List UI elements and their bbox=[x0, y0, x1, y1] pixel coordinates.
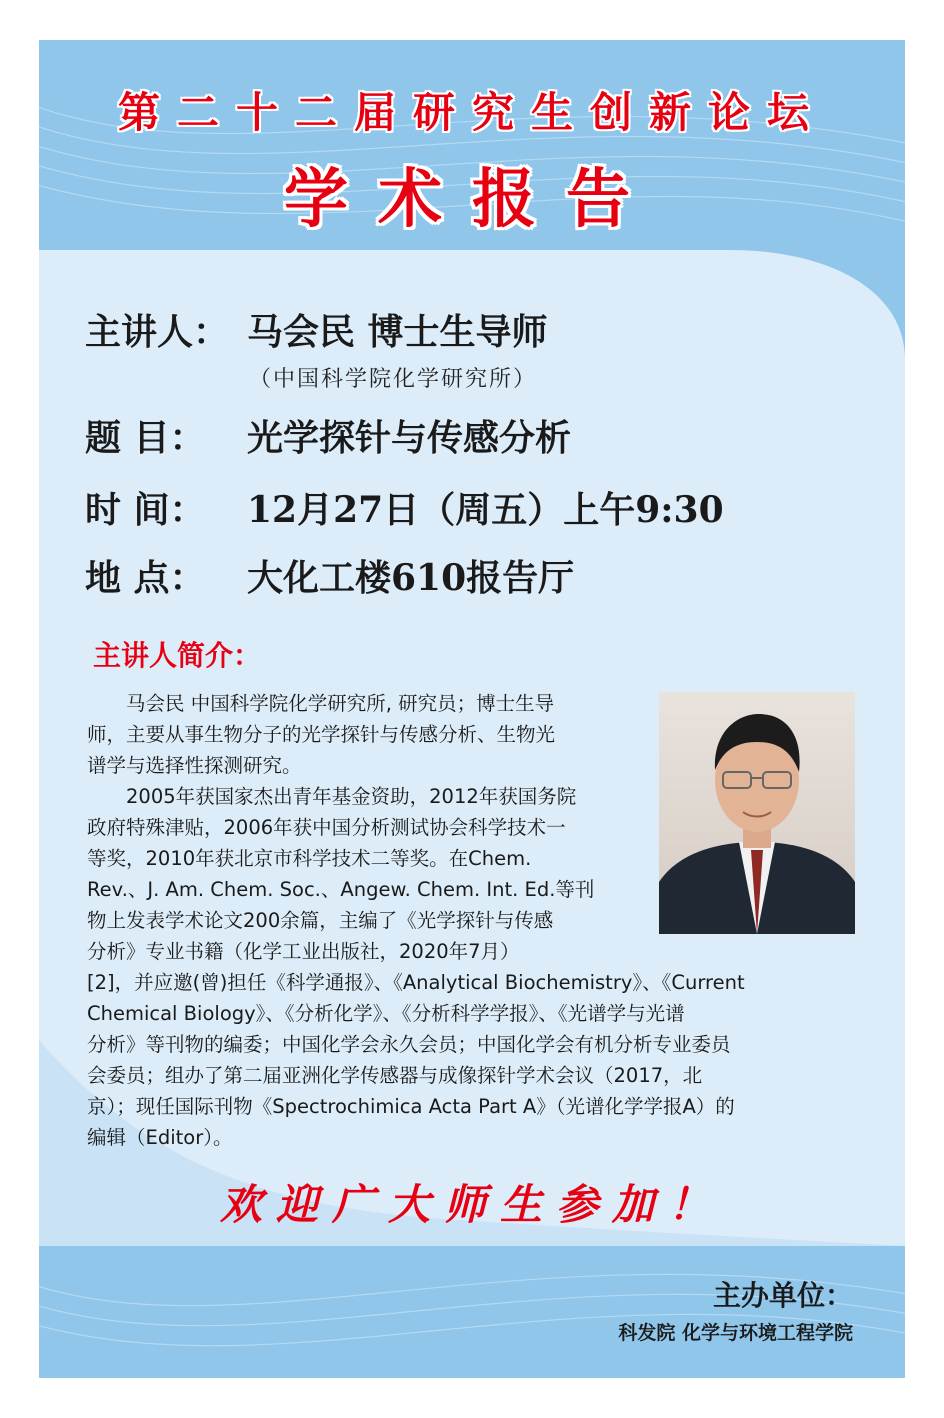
host-label: 主办单位： bbox=[712, 1279, 853, 1312]
bio-line: 物上发表学术论文200余篇，主编了《光学探针与传感 bbox=[87, 909, 554, 932]
speaker-label: 主讲人： bbox=[85, 311, 230, 353]
speaker-bio bbox=[87, 688, 857, 1153]
intro-heading: 主讲人简介： bbox=[93, 639, 262, 672]
speaker-value: 马会民 博士生导师 bbox=[247, 311, 548, 353]
bio-line: 2005年获国家杰出青年基金资助，2012年获国务院 bbox=[87, 785, 577, 808]
topic-label: 题 目： bbox=[85, 417, 206, 459]
bio-line: 等奖，2010年获北京市科学技术二等奖。在Chem. bbox=[87, 847, 532, 870]
bio-line: Chemical Biology》、《分析化学》、《分析科学学报》、《光谱学与光谱 bbox=[87, 1002, 685, 1025]
time-value: 12月27日（周五）上午9:30 bbox=[247, 489, 724, 531]
location-value: 大化工楼610报告厅 bbox=[247, 557, 575, 599]
bio-line: 分析》专业书籍（化学工业出版社，2020年7月） bbox=[87, 940, 520, 963]
bio-line: [2]，并应邀(曾)担任《科学通报》、《Analytical Biochemistry》、《Current bbox=[87, 971, 745, 994]
topic-value: 光学探针与传感分析 bbox=[247, 417, 572, 459]
bio-line: 分析》等刊物的编委；中国化学会永久会员；中国化学会有机分析专业委员 bbox=[87, 1033, 731, 1056]
location-label: 地 点： bbox=[85, 557, 206, 599]
welcome-text: 欢迎广大师生参加！ bbox=[219, 1180, 724, 1229]
topic-row bbox=[85, 410, 571, 461]
location-row bbox=[85, 550, 574, 601]
time-label: 时 间： bbox=[85, 489, 206, 531]
bio-line: 马会民 中国科学院化学研究所, 研究员；博士生导 bbox=[87, 692, 555, 715]
bio-line: 京）；现任国际刊物《Spectrochimica Acta Part A》（光谱化学学报A）的 bbox=[87, 1095, 735, 1118]
host-organization: 科发院 化学与环境工程学院 bbox=[618, 1322, 853, 1344]
bio-line: Rev.、J. Am. Chem. Soc.、Angew. Chem. Int. Ed.等刊 bbox=[87, 878, 595, 901]
report-title: 学术报告 bbox=[284, 162, 660, 237]
forum-title: 第二十二届研究生创新论坛 bbox=[117, 88, 826, 137]
speaker-affiliation: （中国科学院化学研究所） bbox=[249, 367, 538, 392]
poster bbox=[39, 40, 905, 1378]
bio-line: 政府特殊津贴，2006年获中国分析测试协会科学技术一 bbox=[87, 816, 566, 839]
time-row bbox=[85, 482, 724, 533]
bio-line: 师，主要从事生物分子的光学探针与传感分析、生物光 bbox=[87, 723, 556, 746]
bio-line: 谱学与选择性探测研究。 bbox=[87, 754, 302, 777]
speaker-row bbox=[85, 304, 548, 355]
bio-line: 会委员；组办了第二届亚洲化学传感器与成像探针学术会议（2017，北 bbox=[87, 1064, 703, 1087]
bio-line: 编辑（Editor）。 bbox=[87, 1126, 233, 1149]
